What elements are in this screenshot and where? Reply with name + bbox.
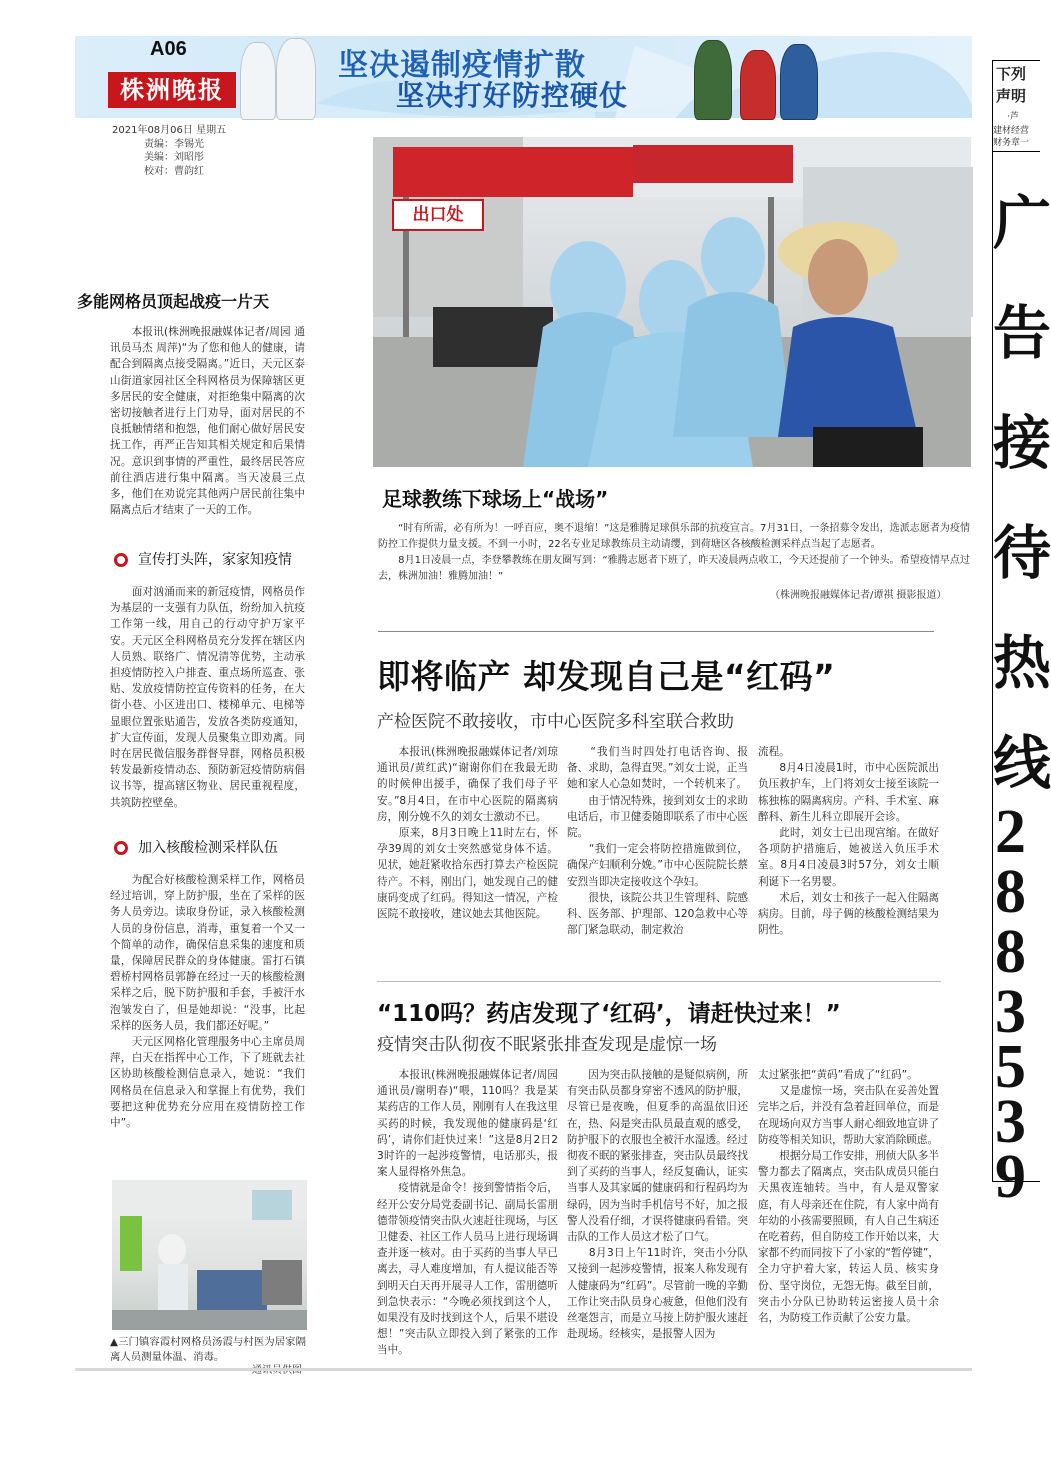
banner-figure-police: [780, 44, 818, 120]
pharmacy-article-subtitle: 疫情突击队彻夜不眠紧张排查发现是虚惊一场: [377, 1035, 717, 1055]
pharmacy-article-col2: 因为突击队接触的是疑似病例，所有突击队员都身穿密不透风的防护服，尽管已是夜晚，但夏季的高温依旧还在，热、闷是突击队员最直观的感受，防护服下的衣服也全被汗水湿透。经过彻夜不眠的紧张排查，突击队员最终找到了买药的当事人，经反复确认，证实当事人及其家属的健康码和行程码均为绿码，因为当时手机信号不好，加之报警人没看仔细，才误将健康码看错。突击队的工作人员这才松了口气。 8月3日上午11时许，突击小分队又接到一起涉疫警情，报案人称发现有人健康码为“红码”。尽管前一晚的辛勤工作让突击队员身心疲惫，但他们没有丝毫怨言，而是立马接上防护服火速赶赴现场。经核实，是报警人因为: [567, 1069, 748, 1341]
notice-snippet-3: 财务章一: [993, 138, 1030, 148]
hotline-digit-7: 9: [995, 1143, 1026, 1211]
slogan-line-1: 坚决遏制疫情扩散: [338, 48, 586, 83]
coaches-article-title: 足球教练下球场上“战场”: [382, 487, 609, 511]
section-divider: [377, 981, 941, 982]
birth-article-title: 即将临产 却发现自己是“红码”: [377, 657, 836, 696]
grid-worker-section1-body: 面对汹涌而来的新冠疫情，网格员作为基层的一支强有力队伍，纷纷加入抗疫工作第一线，用自己的行动守护万家平安。天元区全科网格员充分发挥在辖区内人员熟、联络广、情况清等优势，主动承担疫情防控入户排查、重点场所巡查、张贴、发放疫情防控宣传资料的任务，在大街小巷、小区进出口、楼梯单元、电梯等显眼位置张贴通告，发放各类防疫通知，扩大宣传面，发现人员聚集立即劝离。同时在居民微信服务群督导群，网格员积极转发最新疫情动态、预防新冠疫情防病倡议书等，提高辖区物业、居民重视程度，共筑防控壁垒。: [110, 586, 305, 809]
hotline-digit-2: 8: [995, 858, 1026, 926]
grid-worker-section1-title: 宣传打头阵，家家知疫情: [138, 552, 292, 568]
hotline-digit-6: 3: [995, 1088, 1026, 1156]
grid-worker-photo-caption: ▲三门镇容霞村网格员汤霞与村医为居家隔离人员测量体温、消毒。: [110, 1336, 306, 1363]
birth-article-subtitle: 产检医院不敢接收，市中心医院多科室联合救助: [377, 712, 734, 732]
designer-credit: 美编：刘昭彤: [144, 152, 204, 163]
newspaper-logo: 株洲晚报: [108, 72, 236, 108]
notice-label-1: 下列: [996, 65, 1027, 83]
proofreader-credit: 校对：曹韵红: [144, 165, 204, 177]
birth-article-col3: 流程。 8月4日凌晨1时，市中心医院派出负压救护车，上门将刘女士接至该院一栋独栋的隔离病房。产科、手术室、麻醉科、新生儿科立即展开会诊。 此时，刘女士已出现宫缩。在做好各项防护措施后，她被送入负压手术室。8月4日凌晨3时57分，刘女士顺利诞下一名男婴。 术后，刘女士和孩子一起入住隔离病房。目前，母子俩的核酸检测结果为阴性。: [758, 746, 939, 937]
banner-figure-volunteer: [740, 50, 776, 120]
banner-figure-medic-2: [276, 38, 316, 120]
birth-article-col2: “我们当时四处打电话咨询、报备、求助，急得直哭。”刘女士说，正当她和家人心急如焚时，一个转机来了。 由于情况特殊，接到刘女士的求助电话后，市卫健委随即联系了市中心医院。 “我们一定会将防控措施做到位，确保产妇顺利分娩。”市中心医院院长蔡安烈当即决定接收这个孕妇。 很快，该院公共卫生管理科、院感科、医务部、护理部、120急救中心等部门紧急联动，制定救治: [567, 746, 748, 937]
hotline-char-3: 接: [993, 409, 1051, 477]
ad-hotline-strip: [992, 60, 1051, 1211]
coaches-article-credit: （株洲晚报融媒体记者/谭祺 摄影报道）: [770, 590, 947, 601]
hotline-digit-1: 2: [995, 798, 1026, 866]
issue-date: 2021年08月06日 星期五: [112, 125, 227, 136]
notice-label-2: 声明: [996, 87, 1027, 105]
issue-meta: [112, 124, 226, 178]
hotline-char-4: 待: [993, 519, 1051, 587]
grid-worker-article-intro: 本报讯(株洲晚报融媒体记者/周园 通讯员马杰 周萍)“为了您和他人的健康，请配合到隔离点接受隔离。”近日，天元区泰山街道家园社区全科网格员为保障辖区更多居民的安全健康，对拒绝集中隔离的次密切接触者进行上门劝导，面对居民的不良抵触情绪和抱怨，他们耐心做好居民安抚工作，再严正告知其相关规定和后果情况。意识到事情的严重性，最终居民答应前往酒店进行集中隔离。当天凌晨三点多，他们在劝说完其他两户居民前往集中隔离点后才结束了一天的工作。: [110, 326, 305, 517]
notice-snippet-1: ·芦: [1007, 112, 1019, 122]
editor-credit: 责编：李锡光: [144, 138, 204, 150]
coaches-article-body: “时有所需，必有所为！一呼百应，奥不退缩！”这是雅腾足球俱乐部的抗疫宣言。7月31日，一条招募令发出，选派志愿者为疫情防控工作提供力量支援。不到一小时，22名专业足球教练员主动请缨，到荷塘区各核酸检测采样点当起了志愿者。 8月1日凌晨一点，李登攀教练在朋友圈写到：“雅腾志愿者下班了，昨天凌晨两点收工，今天还提前了一个钟头。希望疫情早点过去，株洲加油！雅腾加油！”: [378, 523, 970, 582]
banner-figure-officer: [694, 40, 732, 120]
pharmacy-article-title: “110吗？药店发现了‘红码’，请赶快过来！”: [377, 1001, 841, 1027]
hotline-digit-5: 5: [995, 1033, 1026, 1101]
grid-worker-section2-body: 为配合好核酸检测采样工作，网格员经过培训，穿上防护服，坐在了采样的医务人员旁边。读取身份证，录入核酸检测人员的身份信息，消毒，重复着一个又一个简单的动作，确保信息采集的速度和质量，保障居民群众的身体健康。雷打石镇碧桥村网格员郭静在经过一天的核酸检测采样之后，脱下防护服和手套，手被汗水泡皱发白了，但是她却说：“没事，比起采样的医务人员，我们都还好呢。” 天元区网格化管理服务中心主席员周萍，白天在指挥中心工作，下了班就去社区协助核酸检测信息录入，她说：“我们网格员在信息录入和掌握上有优势，我们要把这种优势充分应用在疫情防控工作中”。: [110, 874, 305, 1130]
hotline-char-1: 广: [993, 189, 1051, 257]
section-bullet-icon: [114, 553, 128, 567]
notice-snippet-2: 建材经营: [993, 126, 1030, 136]
hotline-digit-3: 8: [995, 918, 1026, 986]
grid-worker-article-title: 多能网格员顶起战疫一片天: [77, 292, 270, 311]
pharmacy-article-col3: 太过紧张把“黄码”看成了“红码”。 又是虚惊一场，突击队在妥善处置完毕之后，并没有急着赶回单位，而是在现场向双方当事人耐心细致地宣讲了防疫等相关知识，帮助大家消除顾虑。 根据分局工作安排，刑侦大队多半警力都去了隔离点，突击队成员只能白天黑夜连轴转。当中，有人是双警家庭，有人母亲还在住院，有人家中尚有年幼的小孩需要照顾，有人自己生病还在吃着药，但自防疫工作开始以来，大家都不约而同按下了小家的“暂停键”，全力守护着大家，转运人员、核实身份、坚守岗位，无怨无悔。截至目前，突击小分队已协助转运密接人员十余名，为防疫工作贡献了公安力量。: [758, 1069, 939, 1325]
page-footer-rule: [75, 1368, 972, 1371]
page-number: A06: [150, 38, 187, 60]
hotline-char-2: 告: [993, 299, 1051, 367]
section-bullet-icon: [114, 841, 128, 855]
hotline-digit-4: 3: [995, 978, 1026, 1046]
section-divider: [378, 631, 934, 632]
hotline-char-5: 热: [993, 629, 1051, 697]
pharmacy-article-col1: 本报讯(株洲晚报融媒体记者/周园 通讯员/谢明春)“喂，110吗？我是某某药店的工作人员，刚刚有人在我这里买药的时候，我发现他的健康码是‘红码’，请你们赶快过来！”这是8月2日23时许的一起涉疫警情，电话那头，报案人显得格外焦急。 疫情就是命令！接到警情指令后，经开公安分局党委副书记、副局长雷朋德带领疫情突击队火速赶往现场，与区卫健委、社区工作人员马上进行现场调查并逐一核对。由于买药的当事人早已离去，寻人难度增加，有人提议能否等到明天白天再开展寻人工作，雷朋德听到急快表示：“今晚必须找到这个人，如果没有及时找到这个人，后果不堪设想！”突击队立即投入到了紧张的工作当中。: [377, 1069, 558, 1357]
banner-figure-medic-1: [240, 42, 276, 120]
exit-sign: 出口处: [392, 199, 484, 231]
birth-article-col1: 本报讯(株洲晚报融媒体记者/刘琼 通讯员/黄红武)“谢谢你们在我最无助的时候伸出援手，确保了我们母子平安。”8月4日，在市中心医院的隔离病房，刚分娩不久的刘女士激动不已。 原来，8月3日晚上11时左右，怀孕39周的刘女士突然感觉身体不适。见状，她赶紧收拾东西打算去产检医院待产。不料，刚出门，她发现自己的健康码变成了红码。得知这一情况，产检医院不敢接收，建议她去其他医院。: [377, 746, 558, 921]
coaches-volunteer-photo: [373, 137, 971, 467]
slogan-line-2: 坚决打好防控硬仗: [396, 79, 629, 112]
grid-worker-photo: [112, 1180, 307, 1330]
hotline-char-6: 线: [993, 729, 1051, 797]
grid-worker-section2-title: 加入核酸检测采样队伍: [138, 840, 278, 856]
